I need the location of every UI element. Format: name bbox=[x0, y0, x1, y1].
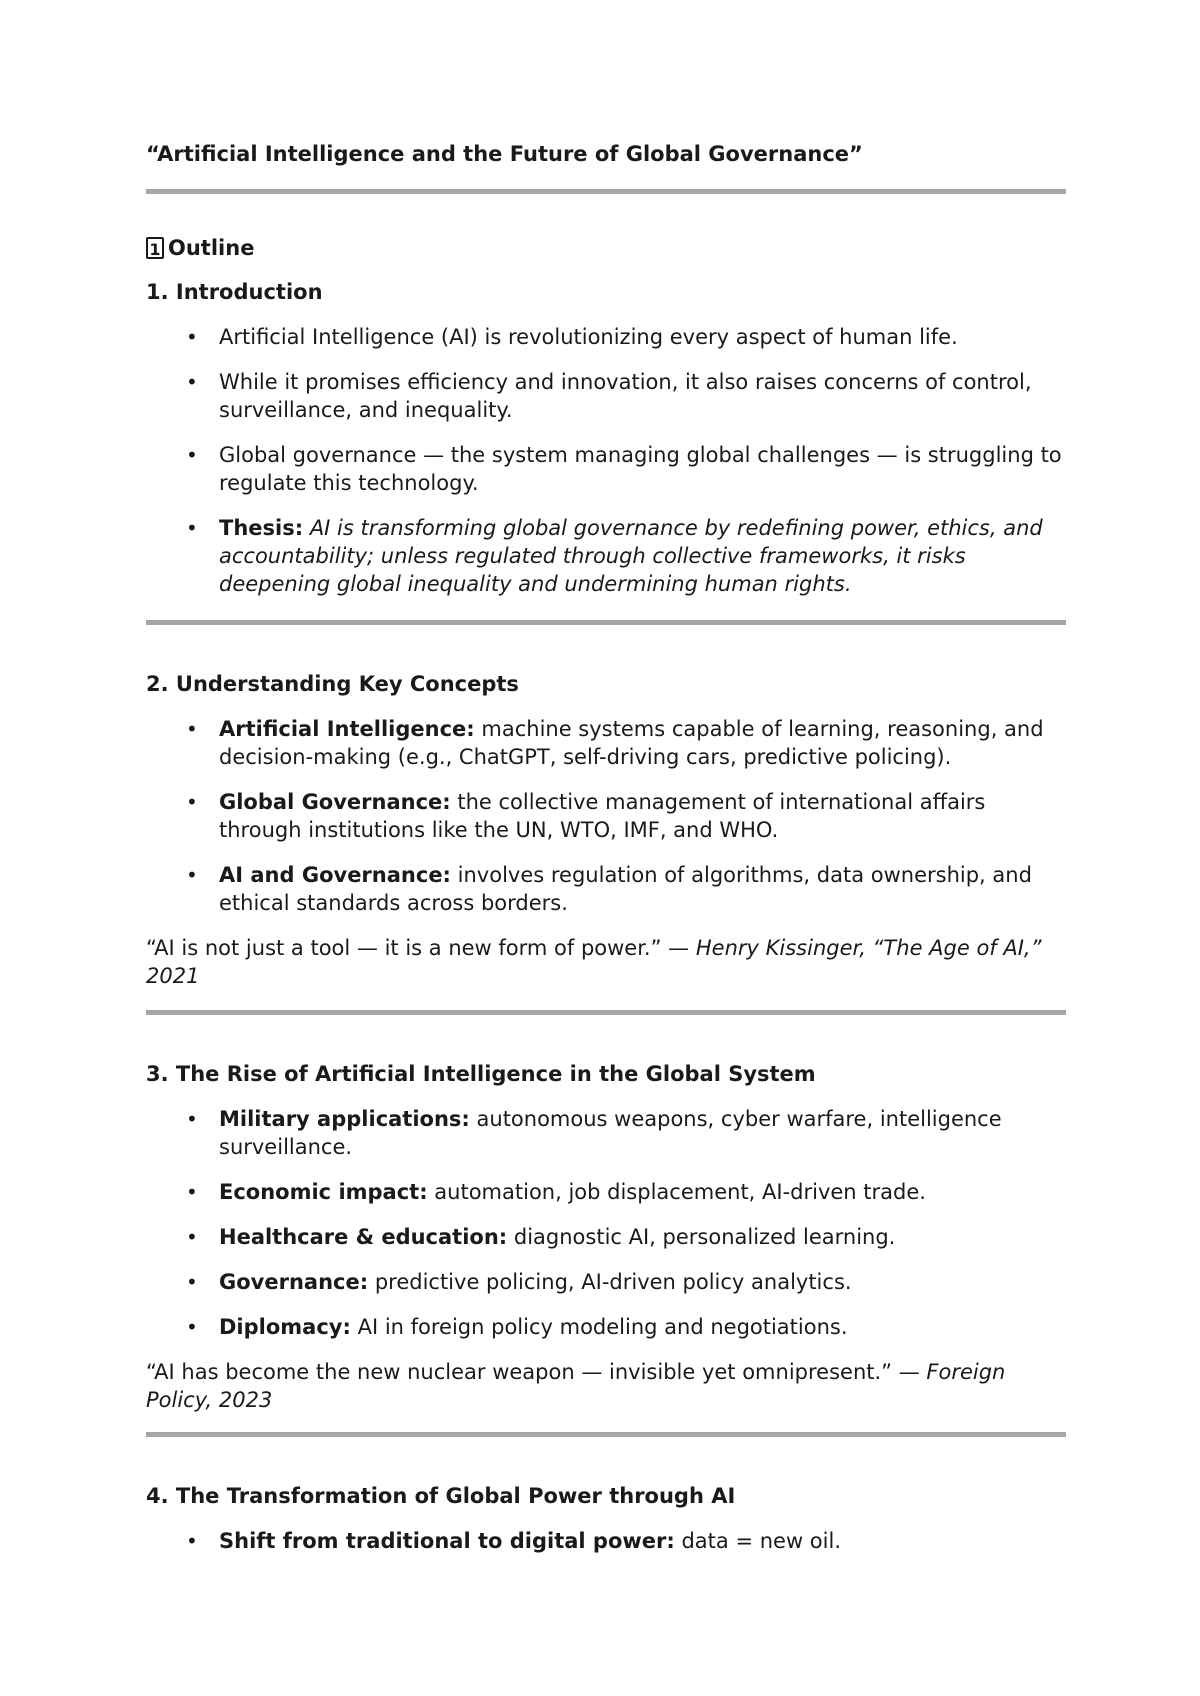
bullet-icon: • bbox=[186, 863, 198, 887]
list-item bbox=[146, 1313, 1066, 1341]
thesis-statement: AI is transforming global governance by redefining power, ethics, and accountability; unless regulated through collective frameworks, it risks deepening global inequality and undermining human rights. bbox=[219, 516, 1043, 596]
term-label: AI and Governance: bbox=[219, 863, 451, 887]
list-item bbox=[146, 368, 1066, 424]
term-label: Global Governance: bbox=[219, 790, 451, 814]
bullet-icon: • bbox=[186, 1315, 198, 1339]
term-label: Artificial Intelligence: bbox=[219, 717, 475, 741]
term-definition: data = new oil. bbox=[681, 1529, 841, 1553]
quote-foreign-policy bbox=[146, 1358, 1066, 1414]
bullet-icon: • bbox=[186, 370, 198, 394]
term-definition: machine systems capable of learning, reasoning, and decision-making (e.g., ChatGPT, self-driving cars, predictive policing). bbox=[219, 717, 1044, 769]
list-item bbox=[146, 788, 1066, 844]
term-label: Shift from traditional to digital power: bbox=[219, 1529, 675, 1553]
quote-text: “AI is not just a tool — it is a new form of power.” — bbox=[146, 936, 690, 960]
term-definition: involves regulation of algorithms, data ownership, and ethical standards across borders. bbox=[219, 863, 1032, 915]
global-power-list bbox=[146, 1527, 1066, 1555]
term-definition: the collective management of international affairs through institutions like the UN, WTO, IMF, and WHO. bbox=[219, 790, 986, 842]
term-label: Economic impact: bbox=[219, 1180, 428, 1204]
document-title: “Artificial Intelligence and the Future of Global Governance” bbox=[146, 142, 863, 166]
bullet-icon: • bbox=[186, 1107, 198, 1131]
list-item-text: Artificial Intelligence (AI) is revolutionizing every aspect of human life. bbox=[219, 325, 958, 349]
quote-kissinger bbox=[146, 934, 1066, 990]
list-item bbox=[146, 441, 1066, 497]
rise-of-ai-list bbox=[146, 1105, 1066, 1341]
term-label: Military applications: bbox=[219, 1107, 470, 1131]
list-item bbox=[146, 1178, 1066, 1206]
list-item bbox=[146, 861, 1066, 917]
section-heading-key-concepts: 2. Understanding Key Concepts bbox=[146, 672, 519, 696]
bullet-icon: • bbox=[186, 1529, 198, 1553]
quote-text: “AI has become the new nuclear weapon — invisible yet omnipresent.” — bbox=[146, 1360, 920, 1384]
term-definition: predictive policing, AI-driven policy analytics. bbox=[374, 1270, 852, 1294]
bullet-icon: • bbox=[186, 443, 198, 467]
bullet-icon: • bbox=[186, 1225, 198, 1249]
term-label: Healthcare & education: bbox=[219, 1225, 508, 1249]
term-definition: autonomous weapons, cyber warfare, intelligence surveillance. bbox=[219, 1107, 1002, 1159]
bullet-icon: • bbox=[186, 325, 198, 349]
list-item bbox=[146, 715, 1066, 771]
quote-source: Foreign Policy, 2023 bbox=[146, 1360, 1006, 1412]
list-item bbox=[146, 1105, 1066, 1161]
term-definition: diagnostic AI, personalized learning. bbox=[513, 1225, 896, 1249]
term-definition: AI in foreign policy modeling and negotiations. bbox=[357, 1315, 848, 1339]
bullet-icon: • bbox=[186, 516, 198, 540]
term-label: Diplomacy: bbox=[219, 1315, 351, 1339]
outline-label: Outline bbox=[168, 236, 255, 260]
section-heading-rise-of-ai: 3. The Rise of Artificial Intelligence in the Global System bbox=[146, 1062, 816, 1086]
section-divider bbox=[146, 1010, 1066, 1015]
bullet-icon: • bbox=[186, 1180, 198, 1204]
key-concepts-list bbox=[146, 715, 1066, 917]
list-item bbox=[146, 1223, 1066, 1251]
list-item bbox=[146, 1527, 1066, 1555]
section-heading-introduction: 1. Introduction bbox=[146, 280, 323, 304]
title-divider bbox=[146, 189, 1066, 194]
quote-source: Henry Kissinger, “The Age of AI,” 2021 bbox=[146, 936, 1042, 988]
keycap-one-icon: 1 bbox=[146, 237, 164, 259]
term-label: Governance: bbox=[219, 1270, 369, 1294]
document-page bbox=[146, 140, 1066, 1555]
bullet-icon: • bbox=[186, 790, 198, 814]
bullet-icon: • bbox=[186, 717, 198, 741]
section-heading-global-power: 4. The Transformation of Global Power through AI bbox=[146, 1484, 736, 1508]
section-divider bbox=[146, 620, 1066, 625]
list-item-text: While it promises efficiency and innovation, it also raises concerns of control, surveillance, and inequality. bbox=[219, 370, 1032, 422]
list-item-text: Global governance — the system managing global challenges — is struggling to regulate this technology. bbox=[219, 443, 1062, 495]
introduction-list bbox=[146, 323, 1066, 598]
thesis-label: Thesis: bbox=[219, 516, 304, 540]
list-item bbox=[146, 514, 1066, 598]
section-divider bbox=[146, 1432, 1066, 1437]
list-item bbox=[146, 323, 1066, 351]
outline-heading bbox=[146, 234, 1066, 262]
list-item bbox=[146, 1268, 1066, 1296]
bullet-icon: • bbox=[186, 1270, 198, 1294]
term-definition: automation, job displacement, AI-driven trade. bbox=[434, 1180, 926, 1204]
